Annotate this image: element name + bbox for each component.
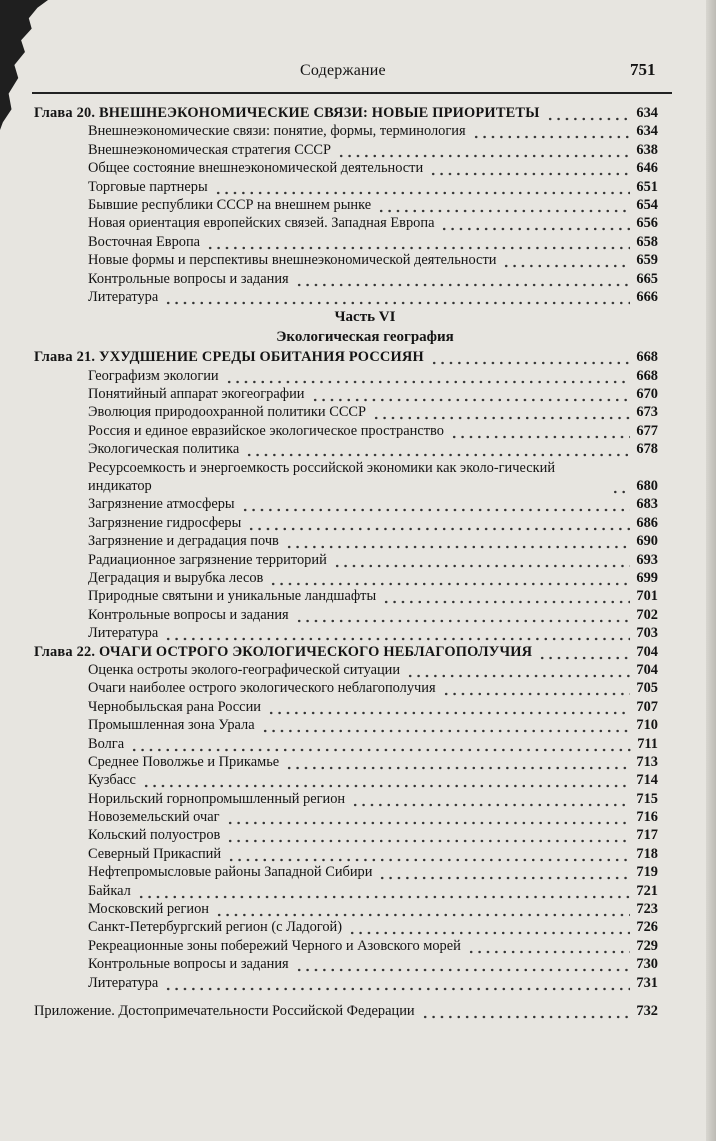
entry-title: Литература [88, 974, 162, 992]
entry-page-number: 673 [632, 403, 658, 421]
toc-entry [0, 233, 716, 251]
toc-entry [0, 900, 716, 918]
dot-leader [245, 440, 630, 458]
toc-entry [0, 403, 716, 421]
toc-entry [0, 974, 716, 992]
dot-leader [442, 679, 630, 697]
entry-title: Промышленная зона Урала [88, 716, 259, 734]
toc-entry [0, 141, 716, 159]
entry-page-number: 638 [632, 141, 658, 159]
dot-leader [137, 882, 630, 900]
toc-entry [0, 955, 716, 973]
entry-title: Новая ориентация европейских связей. Западная Европа [88, 214, 438, 232]
toc-entry [0, 882, 716, 900]
dot-leader [241, 495, 630, 513]
entry-title: Экологическая политика [88, 440, 243, 458]
entry-title: Среднее Поволжье и Прикамье [88, 753, 283, 771]
dot-leader [164, 974, 630, 992]
entry-page-number: 726 [632, 918, 658, 936]
entry-title: Загрязнение и деградация почв [88, 532, 283, 550]
table-of-contents [0, 104, 716, 1020]
dot-leader [378, 863, 630, 881]
entry-title: Санкт-Петербургский регион (с Ладогой) [88, 918, 346, 936]
entry-page-number: 699 [632, 569, 658, 587]
dot-leader [295, 955, 630, 973]
dot-leader [215, 900, 630, 918]
toc-entry [0, 288, 716, 306]
toc-entry [0, 196, 716, 214]
entry-title: Восточная Европа [88, 233, 204, 251]
entry-title: Глава 21. УХУДШЕНИЕ СРЕДЫ ОБИТАНИЯ РОССИЯН [34, 348, 428, 366]
entry-page-number: 711 [633, 735, 658, 753]
entry-page-number: 730 [632, 955, 658, 973]
toc-entry [0, 532, 716, 550]
entry-page-number: 719 [632, 863, 658, 881]
toc-entry [0, 367, 716, 385]
entry-title: Норильский горнопромышленный регион [88, 790, 349, 808]
section-title: Содержание [300, 62, 386, 79]
entry-title: Загрязнение атмосферы [88, 495, 239, 513]
toc-entry [0, 495, 716, 513]
entry-title: Глава 22. ОЧАГИ ОСТРОГО ЭКОЛОГИЧЕСКОГО НЕБЛАГОПОЛУЧИЯ [34, 643, 536, 661]
dot-leader [429, 159, 630, 177]
dot-leader [261, 716, 630, 734]
entry-title: Россия и единое евразийское экологическое пространство [88, 422, 448, 440]
entry-title: Нефтепромысловые районы Западной Сибири [88, 863, 376, 881]
entry-page-number: 693 [632, 551, 658, 569]
dot-leader [382, 587, 630, 605]
dot-leader [226, 808, 630, 826]
toc-entry [0, 270, 716, 288]
entry-page-number: 701 [632, 587, 658, 605]
entry-title: Контрольные вопросы и задания [88, 955, 293, 973]
entry-page-number: 646 [632, 159, 658, 177]
appendix-entry [0, 1002, 716, 1020]
toc-entry [0, 863, 716, 881]
dot-leader [269, 569, 630, 587]
dot-leader [285, 753, 630, 771]
spacer [0, 992, 716, 1002]
toc-entry [0, 845, 716, 863]
toc-entry [0, 122, 716, 140]
entry-page-number: 651 [632, 178, 658, 196]
entry-page-number: 678 [632, 440, 658, 458]
toc-entry [0, 385, 716, 403]
entry-page-number: 683 [632, 495, 658, 513]
entry-title: Загрязнение гидросферы [88, 514, 245, 532]
entry-title: Контрольные вопросы и задания [88, 270, 293, 288]
entry-title: Северный Прикаспий [88, 845, 225, 863]
dot-leader [142, 771, 630, 789]
entry-page-number: 686 [632, 514, 658, 532]
chapter-heading [0, 643, 716, 661]
toc-entry [0, 459, 716, 496]
entry-page-number: 704 [632, 643, 658, 661]
entry-title: Новоземельский очаг [88, 808, 224, 826]
dot-leader [472, 122, 630, 140]
toc-entry [0, 698, 716, 716]
entry-title: Общее состояние внешнеэкономической деятельности [88, 159, 427, 177]
entry-page-number: 656 [632, 214, 658, 232]
dot-leader [351, 790, 630, 808]
toc-entry [0, 440, 716, 458]
entry-page-number: 715 [632, 790, 658, 808]
dot-leader [225, 367, 630, 385]
entry-page-number: 729 [632, 937, 658, 955]
dot-leader [164, 624, 630, 642]
chapter-heading [0, 104, 716, 122]
entry-title: Контрольные вопросы и задания [88, 606, 293, 624]
toc-entry [0, 606, 716, 624]
dot-leader [538, 643, 630, 661]
dot-leader [546, 104, 630, 122]
dot-leader [295, 606, 630, 624]
entry-page-number: 690 [632, 532, 658, 550]
entry-page-number: 710 [632, 716, 658, 734]
page-number: 751 [630, 60, 656, 79]
entry-title: Бывшие республики СССР на внешнем рынке [88, 196, 375, 214]
toc-entry [0, 716, 716, 734]
entry-page-number: 717 [632, 826, 658, 844]
toc-entry [0, 918, 716, 936]
toc-entry [0, 735, 716, 753]
toc-entry [0, 159, 716, 177]
entry-title: Московский регион [88, 900, 213, 918]
entry-page-number: 718 [632, 845, 658, 863]
toc-entry [0, 251, 716, 269]
entry-title: Приложение. Достопримечательности Российской Федерации [34, 1002, 419, 1020]
entry-title: Деградация и вырубка лесов [88, 569, 267, 587]
toc-entry [0, 753, 716, 771]
toc-entry [0, 808, 716, 826]
entry-page-number: 703 [632, 624, 658, 642]
running-header [0, 58, 716, 88]
entry-page-number: 731 [632, 974, 658, 992]
dot-leader [421, 1002, 630, 1020]
entry-title: Торговые партнеры [88, 178, 212, 196]
entry-title: Рекреационные зоны побережий Черного и Азовского морей [88, 937, 465, 955]
entry-title: Ресурсоемкость и энергоемкость российской экономики как эколо-гический индикатор [88, 459, 612, 496]
toc-entry [0, 937, 716, 955]
dot-leader [295, 270, 630, 288]
dot-leader [267, 698, 630, 716]
entry-page-number: 677 [632, 422, 658, 440]
entry-page-number: 707 [632, 698, 658, 716]
entry-title: Внешнеэкономическая стратегия СССР [88, 141, 335, 159]
entry-title: Оценка остроты эколого-географической ситуации [88, 661, 404, 679]
entry-title: Волга [88, 735, 128, 753]
dot-leader [227, 845, 630, 863]
entry-title: Внешнеэкономические связи: понятие, формы, терминология [88, 122, 470, 140]
entry-page-number: 654 [632, 196, 658, 214]
toc-entry [0, 771, 716, 789]
entry-title: Радиационное загрязнение территорий [88, 551, 331, 569]
toc-entry [0, 790, 716, 808]
dot-leader [311, 385, 630, 403]
toc-entry [0, 422, 716, 440]
entry-page-number: 702 [632, 606, 658, 624]
entry-page-number: 723 [632, 900, 658, 918]
dot-leader [430, 348, 630, 366]
part-heading [0, 306, 716, 348]
toc-entry [0, 587, 716, 605]
entry-title: Чернобыльская рана России [88, 698, 265, 716]
toc-entry [0, 624, 716, 642]
toc-entry [0, 569, 716, 587]
entry-page-number: 668 [632, 367, 658, 385]
dot-leader [130, 735, 631, 753]
entry-title: Новые формы и перспективы внешнеэкономической деятельности [88, 251, 500, 269]
entry-title: Очаги наиболее острого экологического неблагополучия [88, 679, 440, 697]
entry-title: Эволюция природоохранной политики СССР [88, 403, 370, 421]
dot-leader [372, 403, 630, 421]
dot-leader [206, 233, 630, 251]
dot-leader [285, 532, 630, 550]
entry-title: Литература [88, 624, 162, 642]
entry-page-number: 658 [632, 233, 658, 251]
entry-page-number: 705 [632, 679, 658, 697]
toc-entry [0, 178, 716, 196]
dot-leader [348, 918, 630, 936]
chapter-heading [0, 348, 716, 366]
entry-title: Кузбасс [88, 771, 140, 789]
dot-leader [226, 826, 630, 844]
part-title: Экологическая география [276, 329, 454, 346]
dot-leader [440, 214, 630, 232]
toc-entry [0, 826, 716, 844]
entry-title: Кольский полуостров [88, 826, 224, 844]
toc-entry [0, 214, 716, 232]
dot-leader [377, 196, 630, 214]
entry-page-number: 665 [632, 270, 658, 288]
entry-page-number: 713 [632, 753, 658, 771]
entry-page-number: 721 [632, 882, 658, 900]
dot-leader [337, 141, 630, 159]
dot-leader [214, 178, 630, 196]
dot-leader [450, 422, 630, 440]
entry-title: Географизм экологии [88, 367, 223, 385]
entry-page-number: 714 [632, 771, 658, 789]
entry-page-number: 680 [632, 477, 658, 495]
header-rule [32, 92, 672, 94]
entry-page-number: 659 [632, 251, 658, 269]
entry-page-number: 634 [632, 122, 658, 140]
entry-page-number: 634 [632, 104, 658, 122]
entry-page-number: 668 [632, 348, 658, 366]
entry-title: Понятийный аппарат экогеографии [88, 385, 309, 403]
dot-leader [247, 514, 630, 532]
dot-leader [467, 937, 630, 955]
entry-page-number: 704 [632, 661, 658, 679]
dot-leader [502, 251, 630, 269]
entry-page-number: 716 [632, 808, 658, 826]
dot-leader [406, 661, 630, 679]
toc-entry [0, 551, 716, 569]
entry-title: Природные святыни и уникальные ландшафты [88, 587, 380, 605]
entry-page-number: 732 [632, 1002, 658, 1020]
toc-entry [0, 661, 716, 679]
dot-leader [333, 551, 630, 569]
entry-page-number: 670 [632, 385, 658, 403]
entry-title: Байкал [88, 882, 135, 900]
entry-page-number: 666 [632, 288, 658, 306]
entry-title: Литература [88, 288, 162, 306]
toc-entry [0, 514, 716, 532]
dot-leader [164, 288, 630, 306]
part-label: Часть VI [334, 309, 396, 326]
entry-title: Глава 20. ВНЕШНЕЭКОНОМИЧЕСКИЕ СВЯЗИ: НОВЫЕ ПРИОРИТЕТЫ [34, 104, 544, 122]
toc-entry [0, 679, 716, 697]
